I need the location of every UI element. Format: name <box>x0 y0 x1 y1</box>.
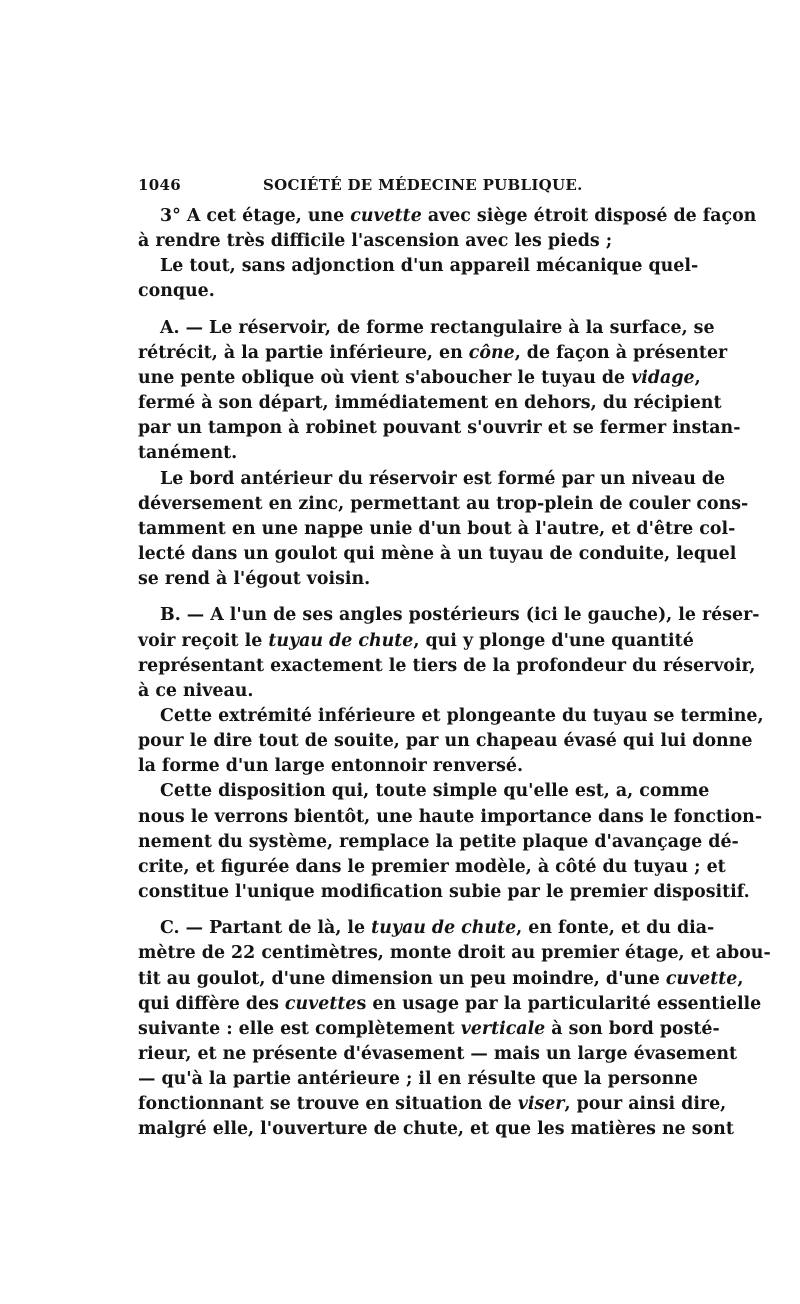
text-line: Cette disposition qui, toute simple qu'elle est, a, comme <box>160 781 710 802</box>
text-line: fermé à son départ, immédiatement en dehors, du récipient <box>138 393 722 414</box>
text-line: malgré elle, l'ouverture de chute, et que les matières ne sont <box>138 1119 734 1140</box>
paragraph <box>138 704 764 779</box>
text-line: A. — Le réservoir, de forme rectangulaire à la surface, se <box>160 317 715 338</box>
text-line: nement du système, remplace la petite plaque d'avançage dé- <box>138 831 739 852</box>
text-line: mètre de 22 centimètres, monte droit au premier étage, et abou- <box>138 943 771 964</box>
text-line: rétrécit, à la partie inférieure, en cône, de façon à présenter <box>138 342 728 363</box>
text-line: — qu'à la partie antérieure ; il en résulte que la personne <box>138 1069 698 1090</box>
text-line: représentant exactement le tiers de la profondeur du réservoir, <box>138 655 756 676</box>
text-line: pour le dire tout de souite, par un chapeau évasé qui lui donne <box>138 731 753 752</box>
text-line: 3° A cet étage, une cuvette avec siège étroit disposé de façon <box>160 206 757 226</box>
text-line: à rendre très difficile l'ascension avec les pieds ; <box>138 231 613 252</box>
emphasis-text: viser <box>517 1094 565 1115</box>
text-line: rieur, et ne présente d'évasement — mais un large évasement <box>138 1044 738 1064</box>
emphasis-text: vidage <box>631 367 695 388</box>
running-title: SOCIÉTÉ DE MÉDECINE PUBLIQUE. <box>263 176 583 194</box>
text-line: se rend à l'égout voisin. <box>138 569 371 590</box>
text-line: à ce niveau. <box>138 680 254 701</box>
text-line: qui diffère des cuvettes en usage par la particularité essentielle <box>138 993 762 1014</box>
emphasis-text: verticale <box>460 1018 546 1039</box>
emphasis-text: tuyau de chute <box>371 918 517 939</box>
text-line: par un tampon à robinet pouvant s'ouvrir et se fermer instan- <box>138 418 741 439</box>
text-line: C. — Partant de là, le tuyau de chute, en fonte, et du dia- <box>160 918 715 939</box>
text-line: conque. <box>138 281 215 302</box>
paragraph <box>138 316 741 467</box>
text-line: voir reçoit le tuyau de chute, qui y plonge d'une quantité <box>138 630 694 651</box>
text-line: Le tout, sans adjonction d'un appareil mécanique quel- <box>160 256 699 277</box>
text-line: crite, et figurée dans le premier modèle, à côté du tuyau ; et <box>138 856 726 877</box>
emphasis-text: cuvette <box>284 993 357 1014</box>
text-line: nous le verrons bientôt, une haute importance dans le fonction- <box>138 806 763 827</box>
text-line: la forme d'un large entonnoir renversé. <box>138 756 523 777</box>
text-line: fonctionnant se trouve en situation de viser, pour ainsi dire, <box>138 1094 727 1115</box>
emphasis-text: tuyau de chute <box>268 630 414 651</box>
paragraph <box>138 204 757 254</box>
paragraph <box>138 916 771 1142</box>
paragraph <box>138 603 760 704</box>
emphasis-text: cuvette <box>665 968 738 989</box>
paragraph <box>138 467 749 593</box>
page-number: 1046 <box>138 176 181 194</box>
text-line: tanément. <box>138 443 238 464</box>
text-line: Le bord antérieur du réservoir est formé par un niveau de <box>160 468 726 489</box>
text-line: une pente oblique où vient s'aboucher le tuyau de vidage, <box>138 367 701 388</box>
text-line: tamment en une nappe unie d'un bout à l'autre, et d'être col- <box>138 518 736 539</box>
text-line: constitue l'unique modification subie par le premier dispositif. <box>138 882 750 903</box>
text-line: suivante : elle est complètement verticale à son bord posté- <box>138 1018 720 1039</box>
text-line: lecté dans un goulot qui mène à un tuyau de conduite, lequel <box>138 544 737 565</box>
text-line: B. — A l'un de ses angles postérieurs (ici le gauche), le réser- <box>160 605 760 626</box>
text-line: tit au goulot, d'une dimension un peu moindre, d'une cuvette, <box>138 968 744 989</box>
paragraph <box>138 254 699 304</box>
text-line: déversement en zinc, permettant au trop-plein de couler cons- <box>138 493 749 514</box>
text-line: Cette extrémité inférieure et plongeante du tuyau se termine, <box>160 705 764 726</box>
emphasis-text: cuvette <box>350 206 422 226</box>
paragraph <box>138 779 763 905</box>
emphasis-text: cône <box>468 342 515 363</box>
page-body <box>138 204 771 1143</box>
